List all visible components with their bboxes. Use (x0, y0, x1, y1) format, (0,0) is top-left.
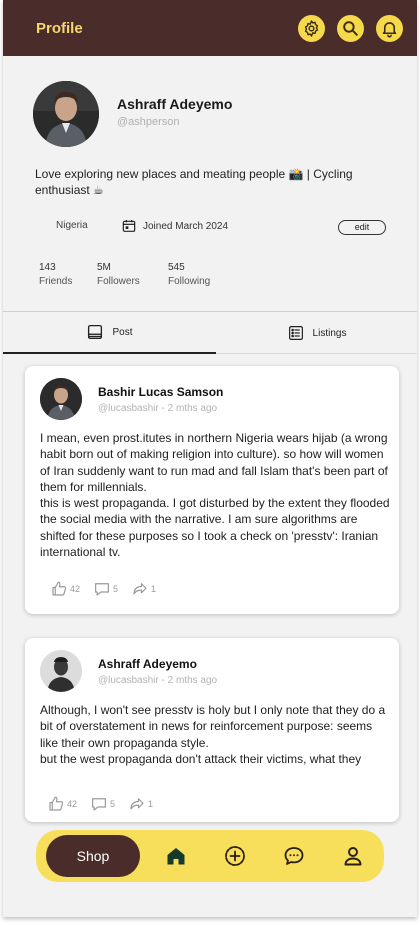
nav-home-button[interactable] (164, 844, 188, 868)
notifications-button[interactable] (376, 15, 403, 42)
share-count: 1 (148, 799, 154, 809)
post-meta: @lucasbashir - 2 mths ago (98, 675, 218, 686)
nav-chat-button[interactable] (282, 844, 306, 868)
post-actions (47, 795, 166, 813)
share-count: 1 (151, 584, 157, 594)
thumbs-up-icon (47, 795, 65, 813)
post-paragraph: I mean, even prost.itutes in northern Nigeria wears hijab (a wrong habit born out of making religion into culture). so how will women of Iran suddenly want to run mad and fall Islam that's been part of them for millennials. (40, 431, 388, 494)
comment-icon (90, 795, 108, 813)
share-icon (128, 795, 146, 813)
home-icon (164, 844, 188, 868)
shop-button[interactable]: Shop (46, 835, 140, 877)
profile-location: Nigeria (56, 220, 88, 231)
list-icon (287, 324, 305, 342)
settings-button[interactable] (298, 15, 325, 42)
post-paragraph: this is west propaganda. I got disturbed by the extent they flooded the social media with the narrative. I am sure algorithms are shifted for these purposes so I took a check on 'presstv': Iranian international tv. (40, 496, 390, 560)
add-icon (223, 844, 247, 868)
post-author-avatar[interactable] (40, 378, 82, 420)
edit-profile-button[interactable]: edit (338, 220, 386, 235)
top-bar (3, 0, 417, 56)
stat-count: 545 (168, 262, 185, 273)
post-card[interactable] (25, 366, 399, 614)
profile-bio: Love exploring new places and meating people 📸 | Cycling enthusiast ☕ (35, 167, 353, 197)
joined-text: Joined March 2024 (143, 220, 229, 232)
nav-add-button[interactable] (223, 844, 247, 868)
page-title: Profile (36, 19, 83, 37)
post-icon (86, 323, 104, 341)
stat-count: 5M (97, 262, 111, 273)
post-actions (50, 580, 169, 598)
thumbs-up-icon (50, 580, 68, 598)
stat-label: Friends (39, 276, 73, 287)
tab-label: Listings (312, 327, 347, 339)
nav-profile-button[interactable] (341, 844, 365, 868)
profile-joined (121, 218, 228, 234)
tab-label: Post (112, 326, 133, 338)
like-button[interactable] (47, 795, 77, 813)
stat-label: Followers (97, 276, 140, 287)
app-screen (3, 0, 417, 917)
post-meta: @lucasbashir - 2 mths ago (98, 403, 218, 414)
search-icon (341, 19, 360, 38)
like-count: 42 (70, 584, 81, 594)
stat-followers[interactable] (97, 261, 140, 289)
tab-post[interactable] (3, 312, 216, 354)
profile-section (3, 56, 417, 311)
bell-icon (380, 19, 399, 38)
post-card[interactable] (25, 638, 399, 822)
post-paragraph: Although, I won't see presstv is holy but I only note that they do a bit of overstatement in news for reinforcement purpose: seems like their own propaganda style. (40, 703, 386, 750)
chat-icon (282, 844, 306, 868)
post-author-avatar[interactable] (40, 650, 82, 692)
comment-button[interactable] (93, 580, 118, 598)
avatar-image (33, 81, 99, 147)
like-button[interactable] (50, 580, 80, 598)
share-icon (131, 580, 149, 598)
post-text (40, 702, 390, 767)
comment-button[interactable] (90, 795, 115, 813)
comment-count: 5 (110, 799, 116, 809)
share-button[interactable] (131, 580, 156, 598)
stat-following[interactable] (168, 261, 210, 289)
post-text (40, 430, 390, 560)
comment-icon (93, 580, 111, 598)
stat-count: 143 (39, 262, 56, 273)
tab-listings[interactable] (216, 312, 417, 354)
share-button[interactable] (128, 795, 153, 813)
post-paragraph: but the west propaganda don't attack their victims, what they (40, 751, 362, 766)
profile-tabs (3, 311, 417, 354)
bottom-nav (36, 830, 384, 882)
profile-name: Ashraff Adeyemo (117, 96, 233, 112)
post-author-name[interactable]: Ashraff Adeyemo (98, 657, 197, 671)
calendar-icon (121, 218, 137, 234)
user-icon (341, 844, 365, 868)
avatar-image (40, 650, 82, 692)
search-button[interactable] (337, 15, 364, 42)
avatar-image (40, 378, 82, 420)
stat-friends[interactable] (39, 261, 72, 289)
profile-avatar[interactable] (33, 81, 99, 147)
stat-label: Following (168, 276, 211, 287)
like-count: 42 (67, 799, 78, 809)
post-author-name[interactable]: Bashir Lucas Samson (98, 385, 224, 399)
profile-handle: @ashperson (117, 116, 180, 128)
settings-icon (302, 19, 321, 38)
comment-count: 5 (113, 584, 119, 594)
